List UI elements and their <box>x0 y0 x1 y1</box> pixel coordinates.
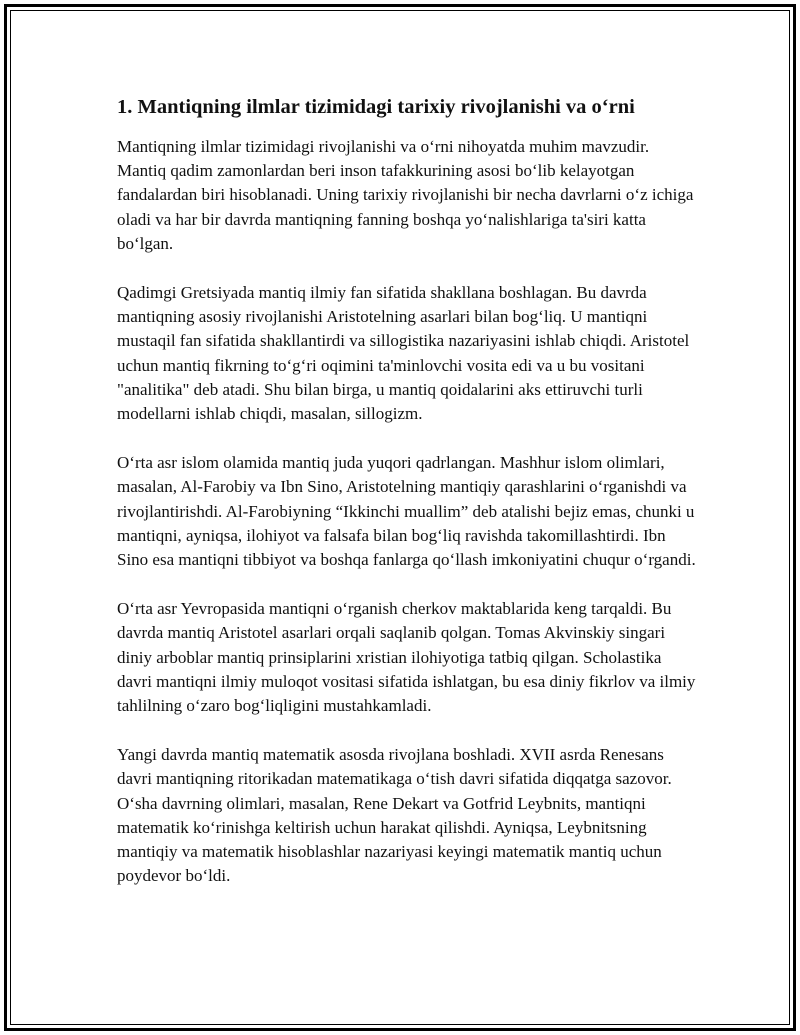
paragraph-medieval-europe: O‘rta asr Yevropasida mantiqni o‘rganish cherkov maktablarida keng tarqaldi. Bu davrda mantiq Aristotel asarlari orqali saqlanib qolgan. Tomas Akvinskiy singari diniy arboblar mantiq prinsiplarini xristian ilohiyotiga tatbiq qilgan. Scholastika davri mantiqni ilmiy muloqot vositasi sifatida ishlatgan, bu esa diniy fikrlov va ilmiy tahlilning o‘zaro bog‘liqligini mustahkamladi. <box>117 599 696 716</box>
paragraph-ancient-greece: Qadimgi Gretsiyada mantiq ilmiy fan sifatida shakllana boshlagan. Bu davrda mantiqning asosiy rivojlanishi Aristotelning asarlari bilan bog‘liq. U mantiqni mustaqil fan sifatida shakllantirdi va sillogistika nazariyasini ishlab chiqdi. Aristotel uchun mantiq fikrning to‘g‘ri oqimini ta'minlovchi vosita edi va u bu vositani "analitika" deb atadi. Shu bilan birga, u mantiq qoidalarini aks ettiruvchi turli modellarni ishlab chiqdi, masalan, sillogizm. <box>117 283 690 424</box>
paragraph-islamic-world: O‘rta asr islom olamida mantiq juda yuqori qadrlangan. Mashhur islom olimlari, masalan, Al-Farobiy va Ibn Sino, Aristotelning mantiqiy qarashlarini o‘rganishdi va rivojlantirishdi. Al-Farobiyning “Ikkinchi muallim” deb atalishi bejiz emas, chunki u mantiqni, ayniqsa, ilohiyot va falsafa bilan bog‘liq ravishda takomillashtirdi. Ibn Sino esa mantiqni tibbiyot va boshqa fanlarga qo‘llash imkoniyatini chuqur o‘rgandi. <box>117 453 696 570</box>
paragraph-modern-era: Yangi davrda mantiq matematik asosda rivojlana boshladi. XVII asrda Renesans davri mantiqning ritorikadan matematikaga o‘tish davri sifatida diqqatga sazovor. O‘sha davrning olimlari, masalan, Rene Dekart va Gotfrid Leybnits, mantiqni matematik ko‘rinishga keltirish uchun harakat qilishdi. Ayniqsa, Leybnitsning mantiqiy va matematik hisoblashlar nazariyasi keyingi matematik mantiq uchun poydevor bo‘ldi. <box>117 745 672 886</box>
section-heading: 1. Mantiqning ilmlar tizimidagi tarixiy rivojlanishi va o‘rni <box>117 96 635 118</box>
document-body <box>117 93 697 913</box>
paragraph-intro: Mantiqning ilmlar tizimidagi rivojlanishi va o‘rni nihoyatda muhim mavzudir. Mantiq qadim zamonlardan beri inson tafakkurining asosi bo‘lib kelayotgan fandalardan biri hisoblanadi. Uning tarixiy rivojlanishi bir necha davrlarni o‘z ichiga oladi va har bir davrda mantiqning fanning boshqa yo‘nalishlariga ta'siri katta bo‘lgan. <box>117 137 694 253</box>
